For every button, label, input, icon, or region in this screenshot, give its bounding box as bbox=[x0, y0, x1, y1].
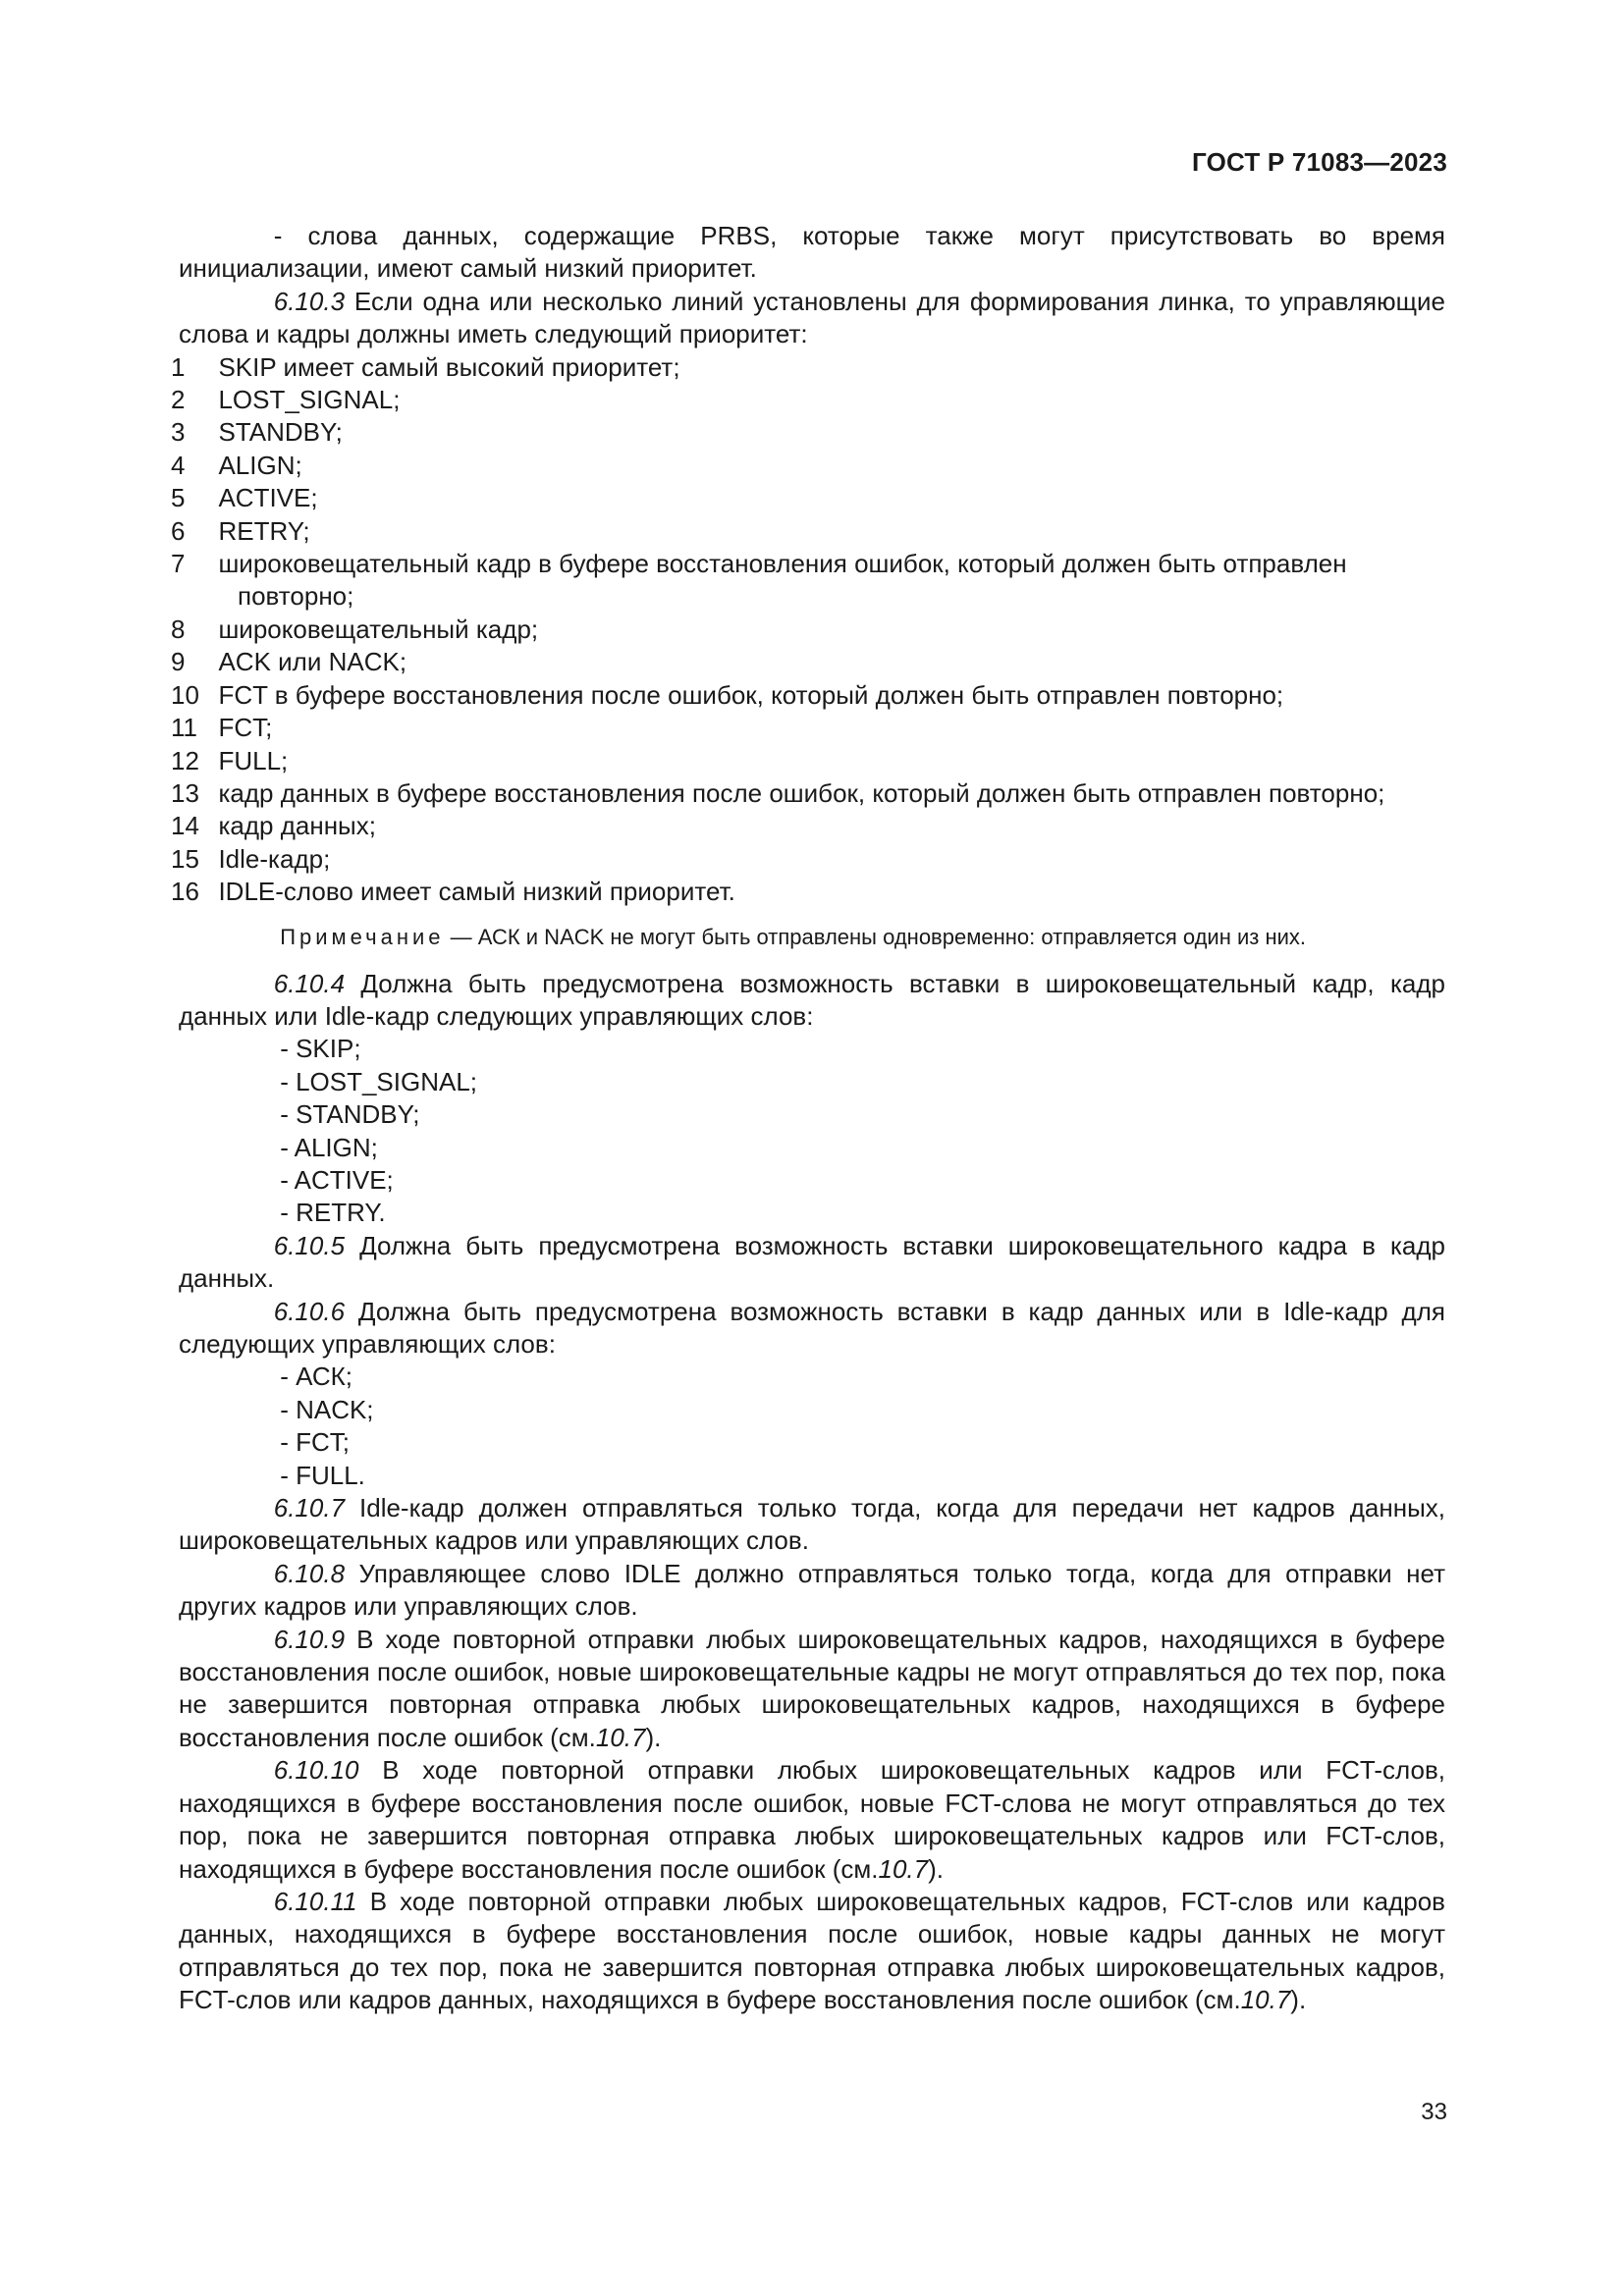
section-text: Должна быть предусмотрена возможность вставки в кадр данных или в Idle-кадр для следующих управляющих слов: bbox=[179, 1296, 1445, 1359]
list-item: - SKIP; bbox=[280, 1034, 361, 1064]
priority-item: 4 ALIGN; bbox=[171, 450, 302, 480]
priority-text: FCT в буфере восстановления после ошибок, который должен быть отправлен повторно; bbox=[218, 679, 1284, 710]
section-6-10-8 bbox=[179, 1558, 1445, 1624]
priority-text: кадр данных; bbox=[218, 811, 376, 841]
list-item: - ACTIVE; bbox=[280, 1164, 394, 1195]
section-number: 6.10.8 bbox=[273, 1558, 346, 1588]
priority-text: RETRY; bbox=[218, 515, 310, 546]
priority-text: широковещательный кадр в буфере восстановления ошибок, который должен быть отправлен повторно; bbox=[218, 549, 1347, 612]
section-text: Должна быть предусмотрена возможность вставки широковещательного кадра в кадр данных. bbox=[179, 1230, 1445, 1294]
section-6-10-10 bbox=[179, 1754, 1445, 1886]
priority-text: SKIP имеет самый высокий приоритет; bbox=[218, 351, 680, 382]
note bbox=[179, 923, 1445, 952]
list-item: - ALIGN; bbox=[280, 1132, 378, 1162]
priority-item: 5 ACTIVE; bbox=[171, 483, 318, 513]
list-item: - STANDBY; bbox=[280, 1099, 420, 1130]
priority-item: 1 SKIP имеет самый высокий приоритет; bbox=[171, 351, 680, 382]
list-item: - АСК; bbox=[280, 1362, 352, 1392]
note-text: — АСК и NACK не могут быть отправлены одновременно: отправляется один из них. bbox=[450, 924, 1307, 949]
priority-item: 15 Idle-кадр; bbox=[171, 843, 331, 874]
priority-item: 10 FCT в буфере восстановления после ошибок, который должен быть отправлен повторно; bbox=[171, 679, 1284, 710]
section-number: 6.10.11 bbox=[273, 1886, 357, 1916]
priority-text: ACK или NACK; bbox=[218, 647, 407, 677]
section-6-10-4 bbox=[179, 968, 1445, 1034]
priority-text: STANDBY; bbox=[218, 417, 343, 448]
section-6-10-5 bbox=[179, 1230, 1445, 1296]
section-number: 6.10.9 bbox=[273, 1624, 346, 1654]
section-tail: ). bbox=[928, 1853, 944, 1884]
priority-text: IDLE-слово имеет самый низкий приоритет. bbox=[218, 877, 735, 907]
priority-text: ALIGN; bbox=[218, 450, 302, 480]
section-text: В ходе повторной отправки любых широковещательных кадров, FCT-слов или кадров данных, находящихся в буфере восстановления после ошибок, новые кадры данных не могут отправляться до тех пор, пока не завершится повторная отправка любых широковещательных кадров, FCT-слов или кадров данных, находящихся в буфере восстановления после ошибок (см. bbox=[179, 1886, 1445, 2015]
section-number: 6.10.3 bbox=[273, 286, 346, 316]
section-text: Idle-кадр должен отправляться только тогда, когда для передачи нет кадров данных, широковещательных кадров или управляющих слов. bbox=[179, 1493, 1445, 1556]
list-item: - RETRY. bbox=[280, 1198, 386, 1228]
priority-item: 3 STANDBY; bbox=[171, 417, 343, 448]
section-tail: ). bbox=[1290, 1985, 1307, 2015]
section-6-10-3 bbox=[179, 286, 1445, 351]
section-text: В ходе повторной отправки любых широковещательных кадров, находящихся в буфере восстановления после ошибок, новые широковещательные кадры не могут отправляться до тех пор, пока не завершится повторная отправка любых широковещательных кадров, находящихся в буфере восстановления после ошибок (см. bbox=[179, 1624, 1445, 1752]
section-text: Если одна или несколько линий установлены для формирования линка, то управляющие слова и кадры должны иметь следующий приоритет: bbox=[179, 286, 1445, 349]
page-content bbox=[171, 220, 1445, 2017]
control-words-list bbox=[179, 1033, 1445, 1229]
list-item: - FCT; bbox=[280, 1427, 350, 1458]
priority-text: FCT; bbox=[218, 713, 273, 743]
priority-item: 6 RETRY; bbox=[171, 515, 310, 546]
section-ref: 10.7 bbox=[1240, 1985, 1291, 2015]
section-6-10-11 bbox=[179, 1886, 1445, 2017]
section-tail: ). bbox=[645, 1722, 662, 1752]
priority-list bbox=[171, 351, 1445, 909]
section-ref: 10.7 bbox=[595, 1722, 646, 1752]
priority-item: 13 кадр данных в буфере восстановления после ошибок, который должен быть отправлен повторно; bbox=[171, 777, 1385, 808]
priority-item: 14 кадр данных; bbox=[171, 811, 376, 841]
section-number: 6.10.4 bbox=[273, 968, 346, 998]
section-text: В ходе повторной отправки любых широковещательных кадров или FCT-слов, находящихся в буфере восстановления после ошибок, новые FCT-слова не могут отправляться до тех пор, пока не завершится повторная отправка любых широковещательных кадров или FCT-слов, находящихся в буфере восстановления после ошибок (см. bbox=[179, 1755, 1445, 1884]
document-id: ГОСТ Р 71083—2023 bbox=[1192, 147, 1447, 177]
priority-text: LOST_SIGNAL; bbox=[218, 385, 401, 415]
priority-text: Idle-кадр; bbox=[218, 843, 331, 874]
list-item: - LOST_SIGNAL; bbox=[280, 1066, 478, 1096]
section-text: Должна быть предусмотрена возможность вставки в широковещательный кадр, кадр данных или Idle-кадр следующих управляющих слов: bbox=[179, 968, 1445, 1031]
section-number: 6.10.6 bbox=[273, 1296, 346, 1326]
priority-text: широковещательный кадр; bbox=[218, 614, 539, 644]
section-6-10-6 bbox=[179, 1296, 1445, 1362]
priority-item: 2 LOST_SIGNAL; bbox=[171, 385, 401, 415]
section-number: 6.10.5 bbox=[273, 1230, 346, 1260]
priority-text: FULL; bbox=[218, 745, 289, 775]
note-label: Примечание bbox=[280, 924, 445, 949]
section-text: Управляющее слово IDLE должно отправляться только тогда, когда для отправки нет других кадров или управляющих слов. bbox=[179, 1558, 1445, 1622]
priority-text: кадр данных в буфере восстановления после ошибок, который должен быть отправлен повторно; bbox=[218, 777, 1385, 808]
control-words-list bbox=[179, 1361, 1445, 1492]
priority-item: 7 широковещательный кадр в буфере восстановления ошибок, который должен быть отправлен повторно; bbox=[171, 549, 1347, 612]
priority-item: 9 ACK или NACK; bbox=[171, 647, 407, 677]
list-item: - FULL. bbox=[280, 1460, 365, 1490]
intro-paragraph: - слова данных, содержащие PRBS, которые также могут присутствовать во время инициализации, имеют самый низкий приоритет. bbox=[179, 221, 1445, 284]
priority-item: 11 FCT; bbox=[171, 713, 273, 743]
section-ref: 10.7 bbox=[878, 1853, 929, 1884]
list-item: - NACK; bbox=[280, 1394, 374, 1424]
priority-item: 12 FULL; bbox=[171, 745, 289, 775]
section-number: 6.10.7 bbox=[273, 1493, 346, 1523]
priority-item: 16 IDLE-слово имеет самый низкий приоритет. bbox=[171, 877, 735, 907]
section-6-10-9 bbox=[179, 1624, 1445, 1755]
priority-item: 8 широковещательный кадр; bbox=[171, 614, 539, 644]
section-6-10-7 bbox=[179, 1492, 1445, 1558]
page-number: 33 bbox=[1421, 2099, 1447, 2125]
priority-text: ACTIVE; bbox=[218, 483, 318, 513]
section-number: 6.10.10 bbox=[273, 1755, 359, 1786]
